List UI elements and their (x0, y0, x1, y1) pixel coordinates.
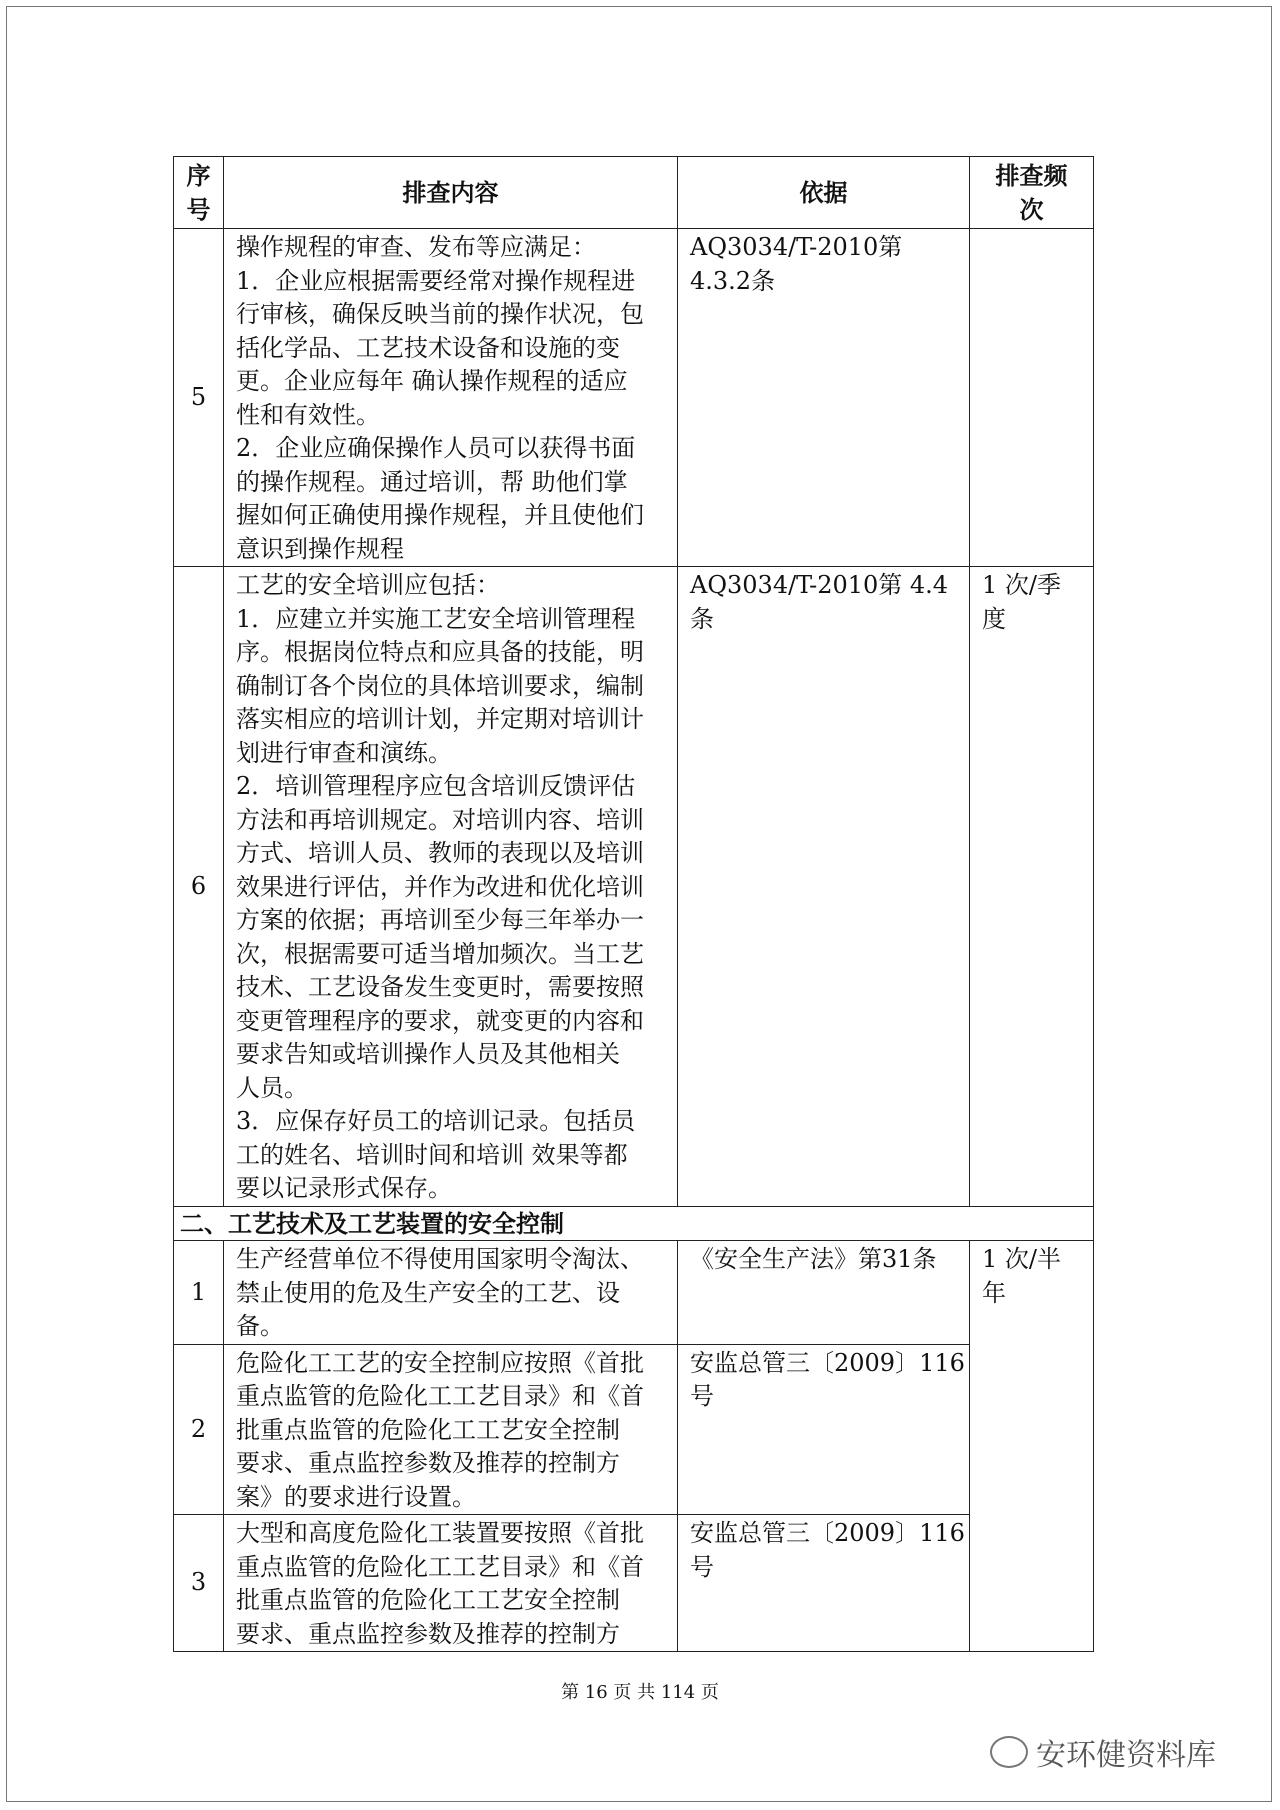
cell-line: 安监总管三〔2009〕116 (690, 1519, 965, 1547)
cell-line: 括化学品、工艺技术设备和设施的变 (236, 333, 620, 362)
cell-line: 度 (982, 604, 1006, 633)
cell-line: 1 次/季 (982, 571, 1061, 599)
cell-content (224, 229, 678, 567)
cell-line: 握如何正确使用操作规程，并且使他们 (236, 501, 644, 529)
section-title: 二、工艺技术及工艺装置的安全控制 (174, 1206, 1094, 1241)
cell-line: 批重点监管的危险化工工艺安全控制 (236, 1586, 620, 1614)
cell-line: 重点监管的危险化工工艺目录》和《首 (236, 1552, 644, 1581)
wechat-icon (990, 1736, 1028, 1768)
cell-line: AQ3034/T-2010第 (690, 233, 903, 261)
cell-line: 号 (690, 1552, 714, 1581)
cell-line: 方式、培训人员、教师的表现以及培训 (236, 839, 644, 867)
cell-line: AQ3034/T-2010第 4.4 (690, 571, 949, 599)
header-content: 排查内容 (224, 157, 678, 229)
cell-line: 大型和高度危险化工装置要按照《首批 (236, 1519, 644, 1547)
cell-line: 变更管理程序的要求，就变更的内容和 (236, 1006, 644, 1035)
cell-line: 案》的要求进行设置。 (236, 1482, 476, 1511)
cell-frequency (970, 229, 1094, 567)
cell-line: 工的姓名、培训时间和培训 效果等都 (236, 1140, 628, 1169)
cell-line: 《安全生产法》第31条 (690, 1245, 937, 1273)
cell-seq: 1 (174, 1241, 224, 1345)
cell-basis (678, 1515, 970, 1652)
cell-line: 禁止使用的危及生产安全的工艺、设 (236, 1278, 620, 1307)
header-seq-line: 序 (186, 161, 211, 190)
cell-line: 效果进行评估，并作为改进和优化培训 (236, 872, 644, 901)
cell-content (224, 1344, 678, 1515)
cell-line: 危险化工工艺的安全控制应按照《首批 (236, 1348, 644, 1377)
cell-line: 方案的依据；再培训至少每三年举办一 (236, 906, 644, 934)
cell-line: 条 (690, 604, 714, 633)
cell-line: 技术、工艺设备发生变更时，需要按照 (236, 973, 644, 1001)
table-header-row (174, 157, 1094, 229)
cell-line: 操作规程的审查、发布等应满足： (236, 233, 596, 261)
cell-line: 1 次/半 (982, 1245, 1061, 1273)
cell-line: 要求、重点监控参数及推荐的控制方 (236, 1619, 620, 1648)
cell-line: 行审核，确保反映当前的操作状况，包 (236, 300, 644, 328)
table-row (174, 1344, 1094, 1515)
watermark-text: 安环健资料库 (1036, 1738, 1216, 1773)
cell-line: 生产经营单位不得使用国家明令淘汰、 (236, 1245, 644, 1273)
cell-basis (678, 229, 970, 567)
cell-basis (678, 1241, 970, 1345)
page-number: 第 16 页 共 114 页 (561, 1682, 719, 1703)
cell-basis (678, 567, 970, 1207)
table-row (174, 229, 1094, 567)
cell-line: 批重点监管的危险化工工艺安全控制 (236, 1415, 620, 1444)
header-frequency-text: 排查频次 (995, 161, 1068, 224)
cell-frequency (970, 1241, 1094, 1652)
cell-line: 年 (982, 1278, 1006, 1307)
header-seq (174, 157, 224, 229)
cell-content (224, 1241, 678, 1345)
cell-line: 工艺的安全培训应包括： (236, 571, 500, 599)
cell-line: 重点监管的危险化工工艺目录》和《首 (236, 1382, 644, 1410)
cell-line: 性和有效性。 (236, 400, 380, 429)
cell-line: 方法和再培训规定。对培训内容、培训 (236, 805, 644, 834)
cell-seq: 3 (174, 1515, 224, 1652)
cell-line: 安监总管三〔2009〕116 (690, 1348, 965, 1377)
cell-content (224, 1515, 678, 1652)
table-row (174, 1241, 1094, 1345)
cell-line: 3．应保存好员工的培训记录。包括员 (236, 1107, 636, 1135)
cell-line: 4.3.2条 (690, 266, 776, 295)
cell-basis (678, 1344, 970, 1515)
header-seq-line: 号 (186, 194, 211, 224)
cell-line: 确制订各个岗位的具体培训要求，编制 (236, 671, 644, 700)
cell-line: 要求、重点监控参数及推荐的控制方 (236, 1449, 620, 1477)
table-row (174, 1515, 1094, 1652)
header-frequency (970, 157, 1094, 229)
cell-line: 号 (690, 1382, 714, 1410)
cell-content (224, 567, 678, 1207)
cell-line: 1．应建立并实施工艺安全培训管理程 (236, 604, 636, 633)
cell-line: 要求告知或培训操作人员及其他相关 (236, 1040, 620, 1068)
cell-line: 落实相应的培训计划，并定期对培训计 (236, 705, 644, 733)
cell-line: 1．企业应根据需要经常对操作规程进 (236, 266, 636, 295)
cell-line: 要以记录形式保存。 (236, 1174, 452, 1202)
cell-line: 的操作规程。通过培训，帮 助他们掌 (236, 467, 628, 496)
cell-frequency (970, 567, 1094, 1207)
cell-line: 2．企业应确保操作人员可以获得书面 (236, 434, 636, 462)
cell-seq: 5 (174, 229, 224, 567)
cell-line: 备。 (236, 1312, 284, 1340)
inspection-table (173, 156, 1094, 1652)
cell-line: 意识到操作规程 (236, 534, 404, 563)
cell-line: 更。企业应每年 确认操作规程的适应 (236, 367, 628, 395)
watermark (990, 1730, 1216, 1774)
cell-line: 人员。 (236, 1073, 308, 1102)
cell-line: 序。根据岗位特点和应具备的技能，明 (236, 638, 644, 666)
cell-seq: 6 (174, 567, 224, 1207)
section-row (174, 1206, 1094, 1241)
table-row (174, 567, 1094, 1207)
cell-line: 次，根据需要可适当增加频次。当工艺 (236, 939, 644, 968)
cell-line: 划进行审查和演练。 (236, 738, 452, 767)
cell-line: 2．培训管理程序应包含培训反馈评估 (236, 772, 636, 800)
header-basis: 依据 (678, 157, 970, 229)
cell-seq: 2 (174, 1344, 224, 1515)
